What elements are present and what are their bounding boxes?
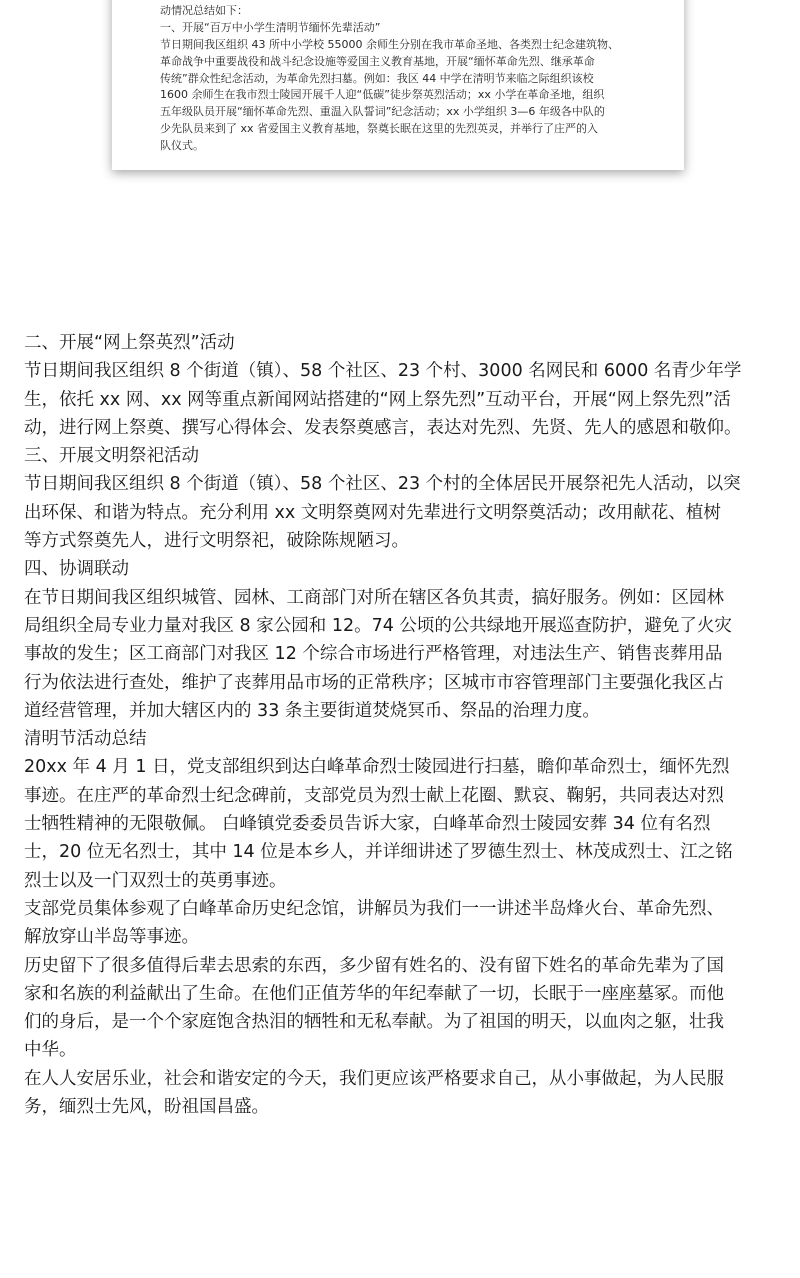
section-heading-coordination: 四、协调联动 [24,559,129,580]
body-line: 行为依法进行查处，维护了丧葬用品市场的正常秩序；区城市市容管理部门主要强化我区占 [24,672,724,693]
body-line: 20xx 年 4 月 1 日，党支部组织到达白峰革命烈士陵园进行扫墓，瞻仰革命烈士，缅怀先烈 [24,757,730,778]
body-line: 务，缅烈士先风，盼祖国昌盛。 [24,1097,269,1118]
preview-line: 队仪式。 [160,139,204,153]
body-line: 道经营管理，并加大辖区内的 33 条主要街道焚烧冥币、祭品的治理力度。 [24,700,600,721]
body-line: 支部党员集体参观了白峰革命历史纪念馆，讲解员为我们一一讲述半岛烽火台、革命先烈、 [24,898,724,919]
section-heading-civilized-sacrifice: 三、开展文明祭祀活动 [24,446,199,467]
body-line: 事迹。在庄严的革命烈士纪念碑前，支部党员为烈士献上花圈、默哀、鞠躬，共同表达对烈 [24,785,724,806]
body-line: 们的身后，是一个个家庭饱含热泪的牺牲和无私奉献。为了祖国的明天，以血肉之躯，壮我 [24,1012,724,1033]
body-line: 士，20 位无名烈士，其中 14 位是本乡人，并详细讲述了罗德生烈士、林茂成烈士、江之铭 [24,842,733,863]
document-preview-card [112,0,684,170]
body-line: 解放穿山半岛等事迹。 [24,927,199,948]
body-line: 中华。 [24,1040,77,1061]
body-line: 局组织全局专业力量对我区 8 家公园和 12。74 公顷的公共绿地开展巡查防护，避免了火灾 [24,615,732,636]
preview-line: 传统”群众性纪念活动，为革命先烈扫墓。例如：我区 44 中学在清明节来临之际组织该校 [160,71,594,85]
preview-line: 动情况总结如下： [160,3,248,17]
body-line: 在人人安居乐业，社会和谐安定的今天，我们更应该严格要求自己，从小事做起，为人民服 [24,1068,724,1089]
body-line: 动，进行网上祭奠、撰写心得体会、发表祭奠感言，表达对先烈、先贤、先人的感恩和敬仰。 [24,417,742,438]
preview-line: 革命战争中重要战役和战斗纪念设施等爱国主义教育基地，开展“缅怀革命先烈、继承革命 [160,54,595,68]
body-line: 历史留下了很多值得后辈去思索的东西，多少留有姓名的、没有留下姓名的革命先辈为了国 [24,955,724,976]
body-line: 士牺牲精神的无限敬佩。 白峰镇党委委员告诉大家，白峰革命烈士陵园安葬 34 位有名烈 [24,814,711,835]
section-heading-online-memorial: 二、开展“网上祭英烈”活动 [24,333,235,353]
preview-line: 节日期间我区组织 43 所中小学校 55000 余师生分别在我市革命圣地、各类烈士纪念建筑物、 [160,37,619,51]
body-line: 生，依托 xx 网、xx 网等重点新闻网站搭建的“网上祭先烈”互动平台，开展“网上祭先烈”活 [24,389,731,410]
preview-line: 五年级队员开展“缅怀革命先烈、重温入队誓词”纪念活动；xx 小学组织 3—6 年级各中队的 [160,105,605,119]
body-line: 在节日期间我区组织城管、园林、工商部门对所在辖区各负其责，搞好服务。例如：区园林 [24,587,724,608]
body-line: 节日期间我区组织 8 个街道（镇）、58 个社区、23 个村的全体居民开展祭祀先人活动，以突 [24,474,741,495]
section-heading-summary: 清明节活动总结 [24,729,147,750]
body-line: 节日期间我区组织 8 个街道（镇）、58 个社区、23 个村、3000 名网民和 6000 名青少年学 [24,361,742,382]
body-line: 事故的发生；区工商部门对我区 12 个综合市场进行严格管理，对违法生产、销售丧葬用品 [24,644,723,665]
preview-line: 1600 余师生在我市烈士陵园开展千人迎“低碳”徒步祭英烈活动；xx 小学在革命圣地，组织 [160,88,605,102]
document-body [24,329,784,1121]
body-line: 烈士以及一门双烈士的英勇事迹。 [24,870,287,891]
preview-line: 少先队员来到了 xx 省爱国主义教育基地，祭奠长眠在这里的先烈英灵，并举行了庄严的入 [160,122,599,136]
body-line: 等方式祭奠先人，进行文明祭祀，破除陈规陋习。 [24,531,409,552]
preview-heading: 一、开展“百万中小学生清明节缅怀先辈活动” [160,20,381,34]
body-line: 出环保、和谐为特点。充分利用 xx 文明祭奠网对先辈进行文明祭奠活动；改用献花、植树 [24,502,721,523]
body-line: 家和名族的利益献出了生命。在他们正值芳华的年纪奉献了一切，长眠于一座座墓冢。而他 [24,983,724,1004]
